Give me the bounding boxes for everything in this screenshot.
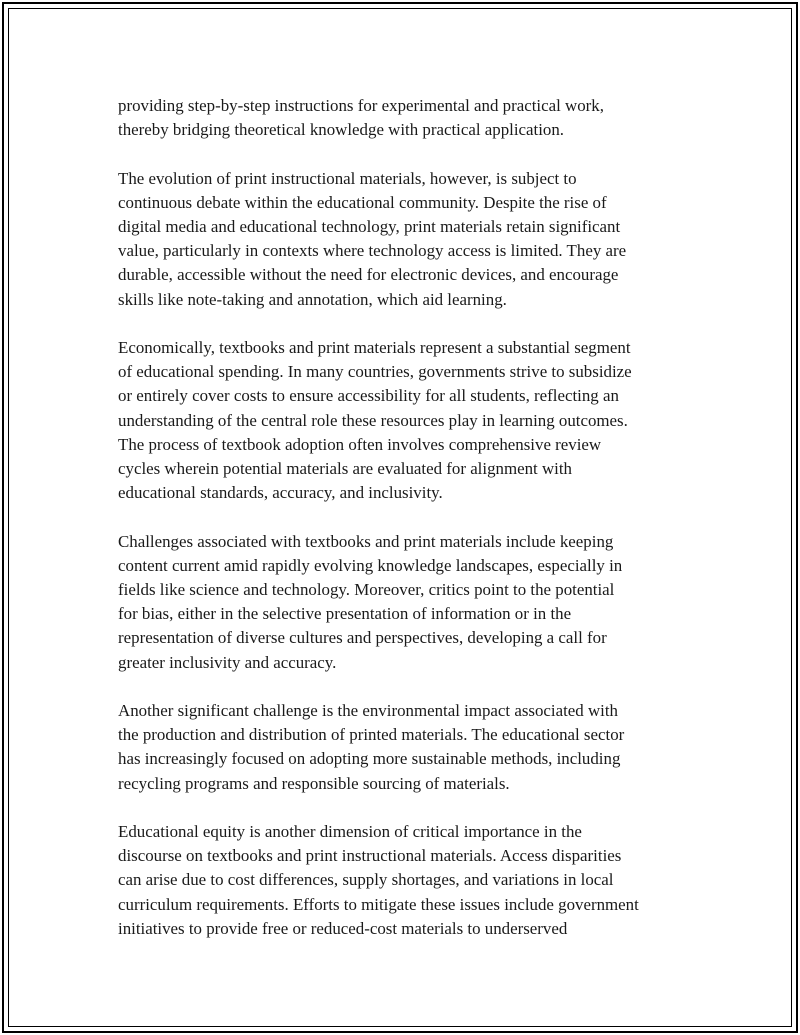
paragraph-2: The evolution of print instructional materials, however, is subject to continuous debate within the educational community. Despite the rise of digital media and educational technology, print materials retain significant value, particularly in contexts where technology access is limited. They are durable, accessible without the need for electronic devices, and encourage skills like note-taking and annotation, which aid learning. bbox=[118, 168, 627, 309]
paragraph-1: providing step-by-step instructions for experimental and practical work, thereby bridging theoretical knowledge with practical application. bbox=[118, 96, 604, 140]
paragraph-3: Economically, textbooks and print materials represent a substantial segment of educational spending. In many countries, governments strive to subsidize or entirely cover costs to ensure accessibility for all students, reflecting an understanding of the central role these resources play in learning outcomes. The process of textbook adoption often involves comprehensive review cycles wherein potential materials are evaluated for alignment with educational standards, accuracy, and inclusivity. bbox=[118, 338, 632, 503]
paragraph-6: Educational equity is another dimension of critical importance in the discourse on textbooks and print instructional materials. Access disparities can arise due to cost differences, supply shortages, and variations in local curriculum requirements. Efforts to mitigate these issues include government initiatives to provide free or reduced-cost materials to underserved bbox=[118, 822, 639, 938]
document-body bbox=[118, 94, 698, 965]
paragraph-4: Challenges associated with textbooks and print materials include keeping content current amid rapidly evolving knowledge landscapes, especially in fields like science and technology. Moreover, critics point to the potential for bias, either in the selective presentation of information or in the representation of diverse cultures and perspectives, developing a call for greater inclusivity and accuracy. bbox=[118, 531, 623, 672]
paragraph-5: Another significant challenge is the environmental impact associated with the production and distribution of printed materials. The educational sector has increasingly focused on adopting more sustainable methods, including recycling programs and responsible sourcing of materials. bbox=[118, 701, 625, 793]
